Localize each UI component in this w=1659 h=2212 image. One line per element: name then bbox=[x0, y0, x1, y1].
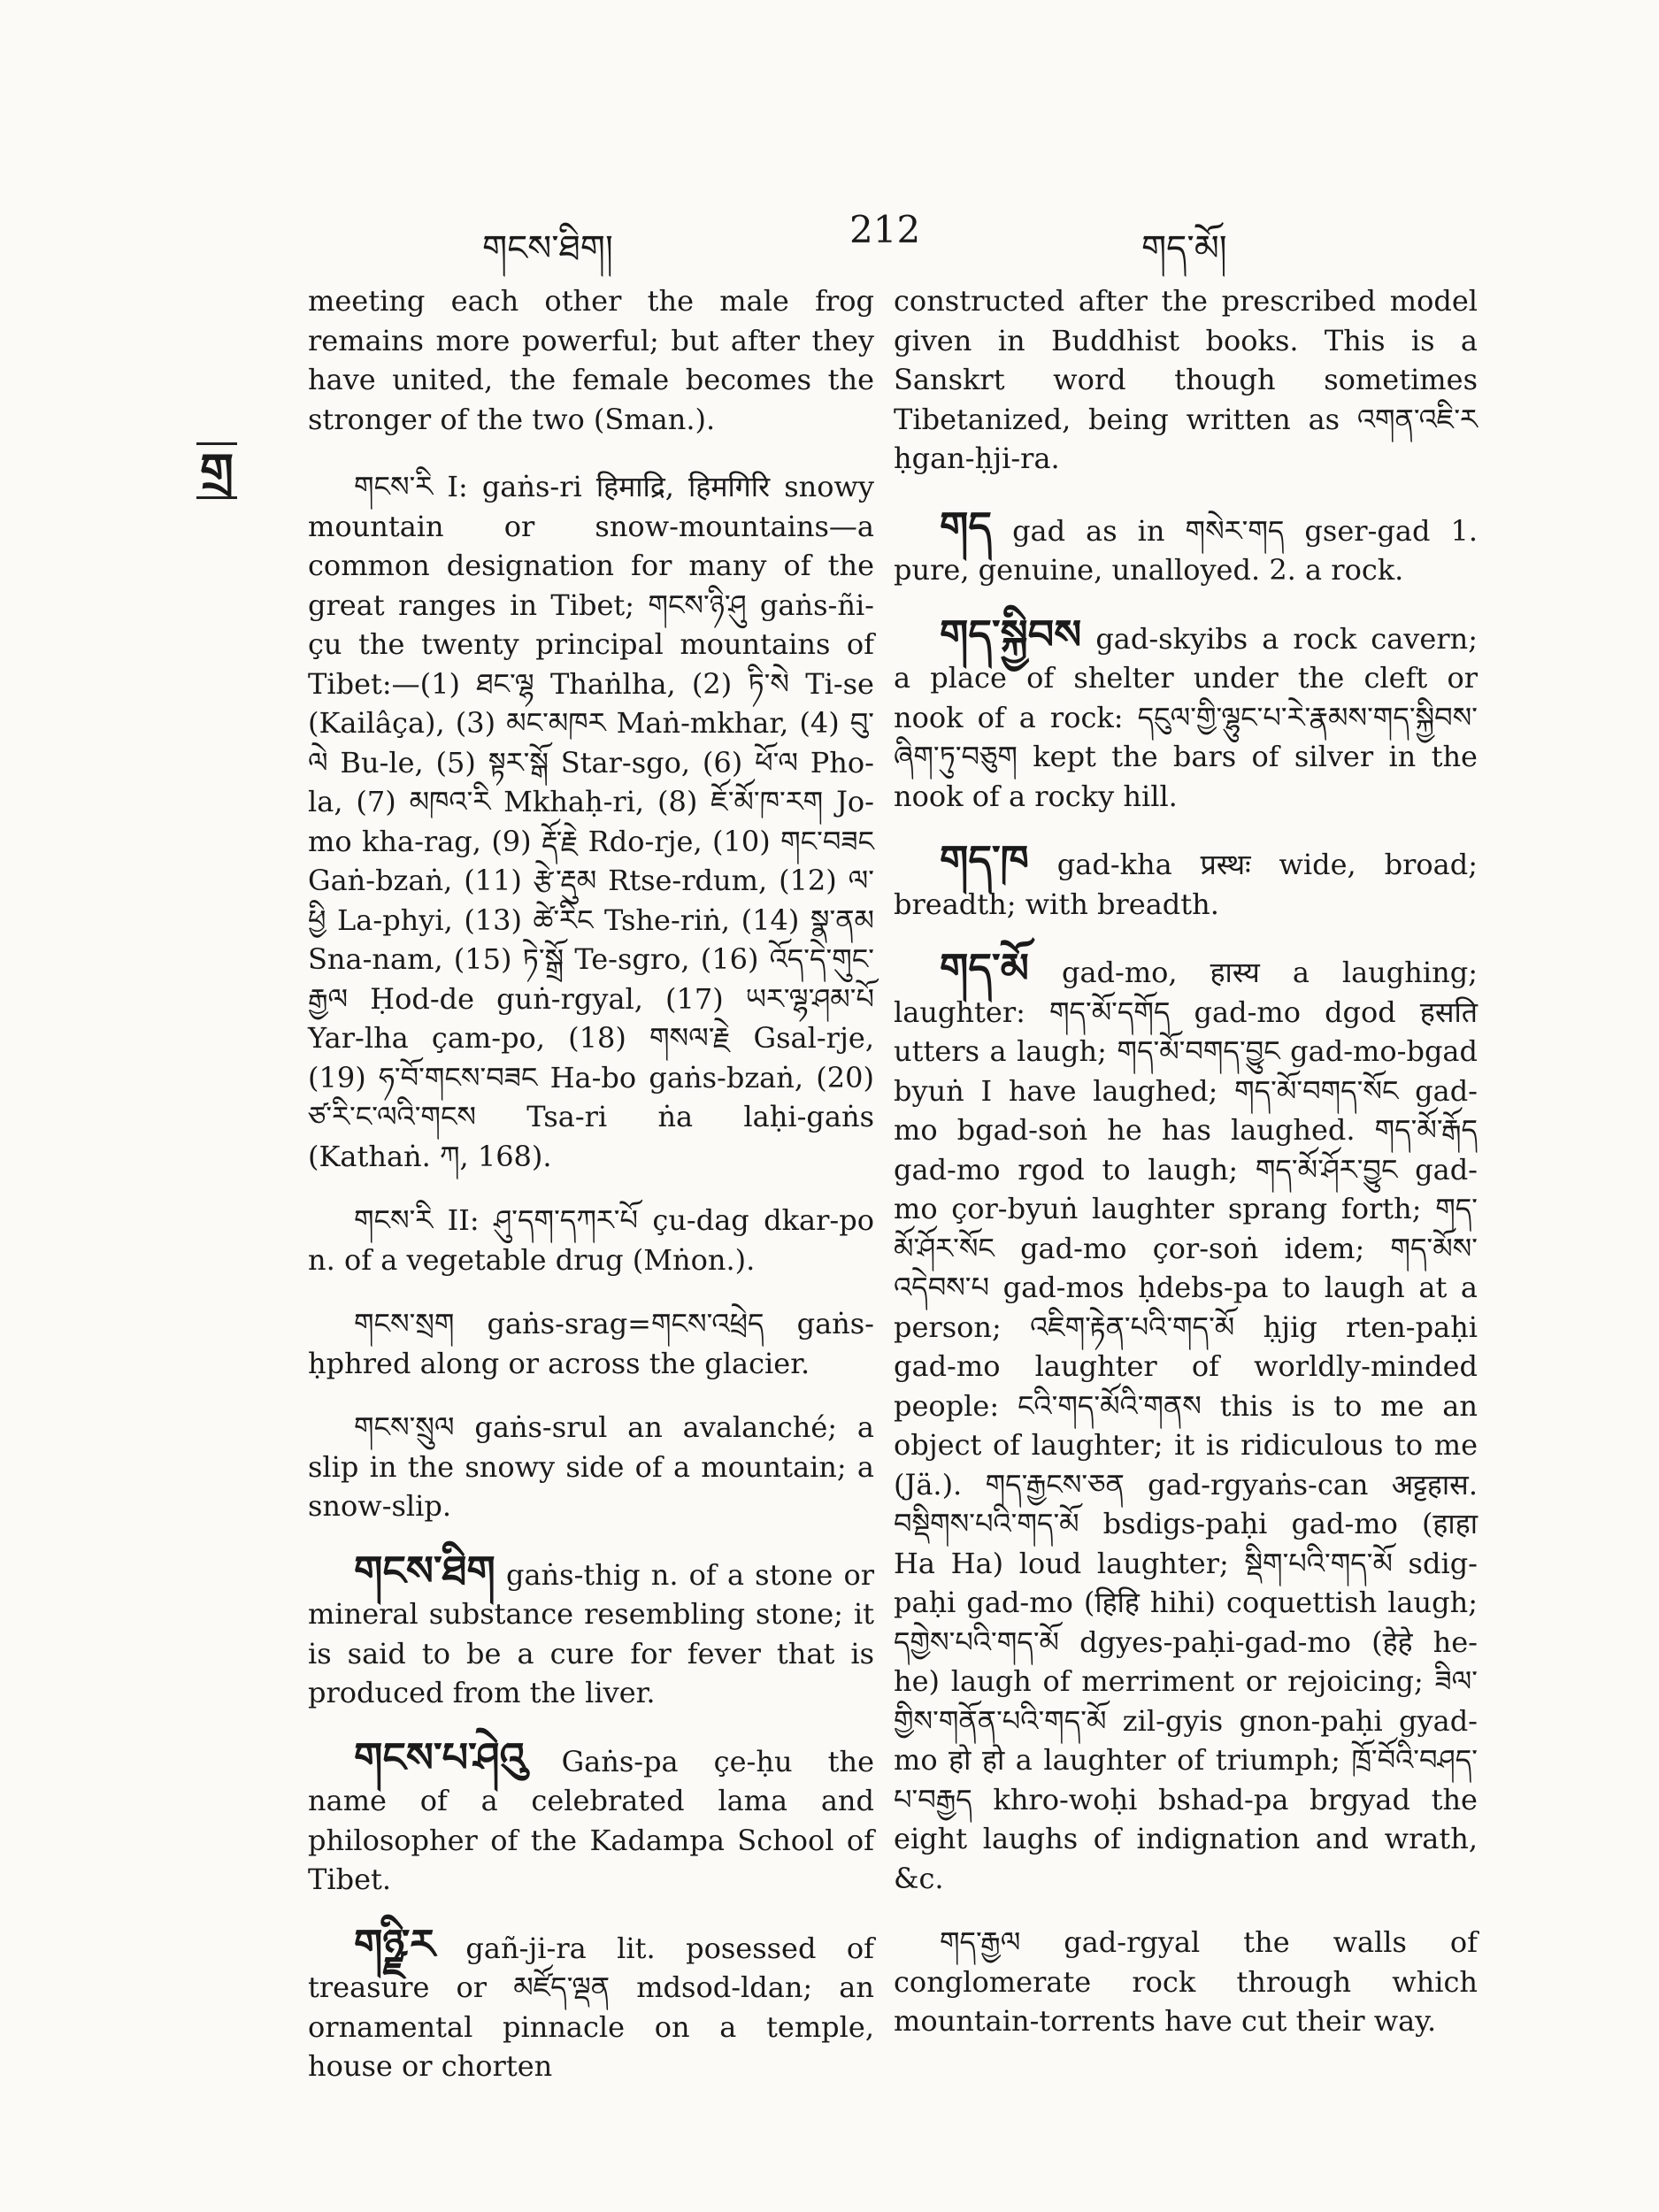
entry-text: gad-skyibs a rock cavern; a place of shelter under the cleft or nook of a rock: དངུལ་གྱི་ལྷུང་པ་རེ་རྣམས་གད་སྐྱིབས་ཞིག་ཏུ་བཅུག kept the bars of silver in the nook of a rocky hill. bbox=[894, 621, 1478, 813]
entry-text: constructed after the prescribed model given in Buddhist books. This is a Sanskrt word though sometimes Tibetanized, being written as འགན་འཇི་ར ḥgan-ḥji-ra. bbox=[894, 284, 1478, 475]
entry-gad-rgyal bbox=[894, 1923, 1478, 2041]
entry-text: གངས་རི I: gaṅs-ri हिमाद्रि, हिमगिरि snowy mountain or snow-mountains—a common designation for many of the great ranges in Tibet; གངས་ཉི་ཤུ gaṅs-ñi-çu the twenty principal mountains of Tibet:—(1) ཐང་ལྷ Thaṅlha, (2) ཏི་སེ Ti-se (Kailâça), (3) མང་མཁར Maṅ-mkhar, (4) བུ་ལེ Bu-le, (5) སྟར་སྒོ Star-sgo, (6) ཕོ་ལ Pho-la, (7) མཁའ་རི Mkhaḥ-ri, (8) ཇོ་མོ་ཁ་རག Jo-mo kha-rag, (9) རྡོ་རྗེ Rdo-rje, (10) གང་བཟང Gaṅ-bzaṅ, (11) རྩེ་རྡུམ Rtse-rdum, (12) ལ་ཕྱི La-phyi, (13) ཚེ་རིང Tshe-riṅ, (14) སྣ་ནམ Sna-nam, (15) ཏེ་སྒྲོ Te-sgro, (16) འོད་དེ་གུང་རྒྱལ Ḥod-de guṅ-rgyal, (17) ཡར་ལྷ་ཤམ་པོ Yar-lha çam-po, (18) གསལ་རྗེ Gsal-rje, (19) ཧ་བོ་གངས་བཟང Ha-bo gaṅs-bzaṅ, (20) ཙ་རི་ང་ལའི་གངས Tsa-ri ṅa laḥi-gaṅs (Kathaṅ. ཀ, 168). bbox=[308, 470, 874, 1173]
entry-text: གངས་རི II: ཤུ་དག་དཀར་པོ çu-dag dkar-po n. of a vegetable drug (Mṅon.). bbox=[308, 1203, 874, 1277]
entry-continuation bbox=[894, 281, 1478, 479]
entry-text: གད་རྒྱལ gad-rgyal the walls of conglomerate rock through which mountain-torrents have cut their way. bbox=[894, 1925, 1478, 2038]
entry-continuation bbox=[308, 281, 874, 439]
entry-headword: གད་སྐྱིབས bbox=[940, 610, 1082, 658]
entry-text: gañ-ji-ra lit. posessed of treasure or མཛོད་ལྡན mdsod-ldan; an ornamental pinnacle on a temple, house or chorten bbox=[308, 1931, 874, 2083]
margin-section-mark: གྲ bbox=[196, 442, 237, 499]
entry-headword: གད bbox=[940, 502, 993, 550]
entry-gad-skyibs bbox=[894, 610, 1478, 817]
entry-text: གངས་སྲུལ gaṅs-srul an avalanché; a slip in the snowy side of a mountain; a snow-slip. bbox=[308, 1410, 874, 1523]
entry-gad-kha bbox=[894, 836, 1478, 924]
entry-text: gad-mo, हास्य a laughing; laughter: གད་མོ་དགོད gad-mo dgod हसति utters a laugh; གད་མོ་བགད་བྱུང gad-mo-bgad byuṅ I have laughed; གད་མོ་བགད་སོང gad-mo bgad-soṅ he has laughed. གད་མོ་རྒོད gad-mo rgod to laugh; གད་མོ་ཤོར་བྱུང gad-mo çor-byuṅ laughter sprang forth; གད་མོ་ཤོར་སོང gad-mo çor-soṅ idem; གད་མོས་འདེབས་པ gad-mos ḥdebs-pa to laugh at a person; འཇིག་རྟེན་པའི་གད་མོ ḥjig rten-paḥi gad-mo laughter of worldly-minded people: ངའི་གད་མོའི་གནས this is to me an object of laughter; it is ridiculous to me (Jä.). གད་རྒྱངས་ཅན gad-rgyaṅs-can अट्टहास. བསྡིགས་པའི་གད་མོ bsdigs-paḥi gad-mo (हाहा Ha Ha) loud laughter; སྡིག་པའི་གད་མོ sdig-paḥi gad-mo (हिहि hihi) coquettish laugh; དགྱེས་པའི་གད་མོ dgyes-paḥi-gad-mo (हेहे he-he) laugh of merriment or rejoicing; ཟིལ་གྱིས་གནོན་པའི་གད་མོ zil-gyis gnon-paḥi gyad-mo हो हो a laughter of triumph; ཁྲོ་བོའི་བཤད་པ་བརྒྱད khro-woḥi bshad-pa brgyad the eight laughs of indignation and wrath, &c. bbox=[894, 956, 1478, 1895]
entry-headword: གཉྫི་ར bbox=[354, 1919, 435, 1968]
entry-gad-mo bbox=[894, 944, 1478, 1898]
entry-gans-pa-ce-hu bbox=[308, 1732, 874, 1900]
entry-headword: གད་མོ bbox=[940, 944, 1029, 992]
entry-gans-ri-2 bbox=[308, 1201, 874, 1279]
entry-gans-thig bbox=[308, 1546, 874, 1713]
entry-text: གངས་སྲག gaṅs-srag=གངས་འཕྲེད gaṅs-ḥphred along or across the glacier. bbox=[308, 1307, 874, 1380]
entry-gans-srag bbox=[308, 1304, 874, 1383]
running-head-left: གངས་ཐིག། bbox=[482, 228, 613, 269]
running-head-right: གད་མོ། bbox=[1141, 228, 1227, 269]
entry-headword: གངས་ཐིག bbox=[354, 1546, 495, 1594]
entry-text: meeting each other the male frog remains more powerful; but after they have united, the female becomes the stronger of the two (Sman.). bbox=[308, 284, 874, 436]
entry-headword: གངས་པ་ཤེའུ bbox=[354, 1732, 526, 1781]
entry-text: gaṅs-thig n. of a stone or mineral substance resembling stone; it is said to be a cure for fever that is produced from the liver. bbox=[308, 1557, 874, 1709]
left-column bbox=[308, 281, 874, 2111]
right-column bbox=[894, 281, 1478, 2066]
entry-text: Gaṅs-pa çe-ḥu the name of a celebrated lama and philosopher of the Kadampa School of Tibet. bbox=[308, 1744, 874, 1896]
entry-gans-srul bbox=[308, 1408, 874, 1526]
page-number: 212 bbox=[849, 208, 921, 251]
entry-gan-ji-ra bbox=[308, 1919, 874, 2086]
entry-gans-ri-1 bbox=[308, 467, 874, 1176]
entry-text: gad-kha प्रस्थः wide, broad; breadth; with breadth. bbox=[894, 848, 1478, 921]
entry-headword: གད་ཁ bbox=[940, 836, 1029, 884]
entry-text: gad as in གསེར་གད gser-gad 1. pure, genuine, unalloyed. 2. a rock. bbox=[894, 513, 1478, 587]
entry-gad bbox=[894, 502, 1478, 590]
